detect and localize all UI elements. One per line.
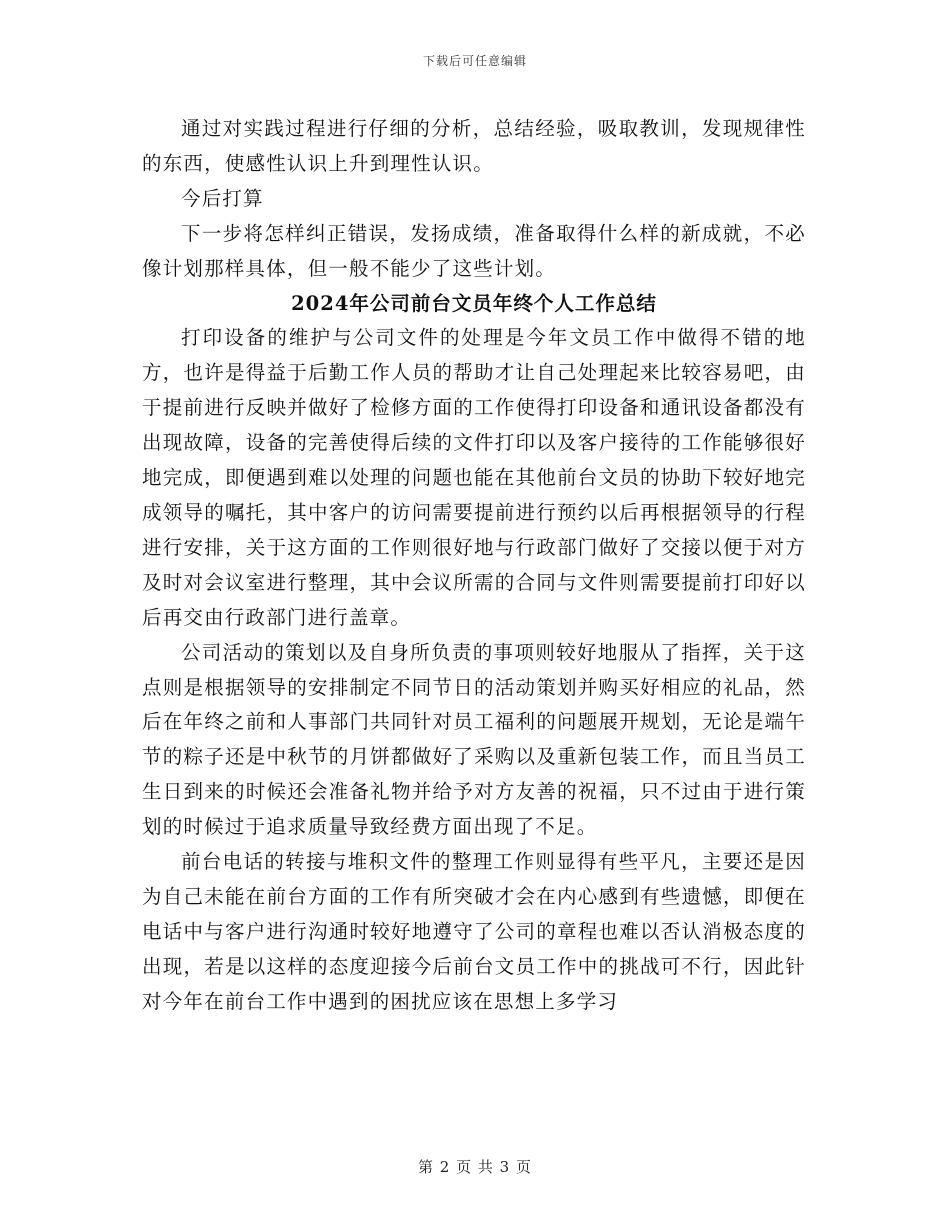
paragraph-activities: 公司活动的策划以及自身所负责的事项则较好地服从了指挥，关于这点则是根据领导的安排制定不同节日的活动策划并购买好相应的礼品，然后在年终之前和人事部门共同针对员工福利的问题展开规划，无论是端午节的粽子还是中秋节的月饼都做好了采购以及重新包装工作，而且当员工生日到来的时候还会准备礼物并给予对方友善的祝福，只不过由于进行策划的时候过于追求质量导致经费方面出现了不足。 bbox=[142, 640, 806, 839]
paragraph-plan-heading: 今后打算 bbox=[181, 186, 264, 210]
document-body bbox=[142, 112, 806, 1020]
page-number: 第 2 页 共 3 页 bbox=[418, 1158, 532, 1176]
paragraph-phone-files: 前台电话的转接与堆积文件的整理工作则显得有些平凡，主要还是因为自己未能在前台方面的工作有所突破才会在内心感到有些遗憾，即便在电话中与客户进行沟通时较好地遵守了公司的章程也难以否认消极态度的出现，若是以这样的态度迎接今后前台文员工作中的挑战可不行，因此针对今年在前台工作中遇到的困扰应该在思想上多学习 bbox=[142, 850, 806, 1013]
paragraph-equipment: 打印设备的维护与公司文件的处理是今年文员工作中做得不错的地方，也许是得益于后勤工作人员的帮助才让自己处理起来比较容易吧，由于提前进行反映并做好了检修方面的工作使得打印设备和通讯设备都没有出现故障，设备的完善使得后续的文件打印以及客户接待的工作能够很好地完成，即便遇到难以处理的问题也能在其他前台文员的协助下较好地完成领导的嘱托，其中客户的访问需要提前进行预约以后再根据领导的行程进行安排，关于这方面的工作则很好地与行政部门做好了交接以便于对方及时对会议室进行整理，其中会议所需的合同与文件则需要提前打印好以后再交由行政部门进行盖章。 bbox=[142, 326, 806, 629]
paragraph-next-steps: 下一步将怎样纠正错误，发扬成绩，准备取得什么样的新成就，不必像计划那样具体，但一般不能少了这些计划。 bbox=[142, 221, 806, 280]
document-title: 2024年公司前台文员年终个人工作总结 bbox=[291, 291, 657, 315]
page-header-note: 下载后可任意编辑 bbox=[422, 54, 527, 68]
paragraph-analysis: 通过对实践过程进行仔细的分析，总结经验，吸取教训，发现规律性的东西，使感性认识上升到理性认识。 bbox=[142, 117, 806, 175]
